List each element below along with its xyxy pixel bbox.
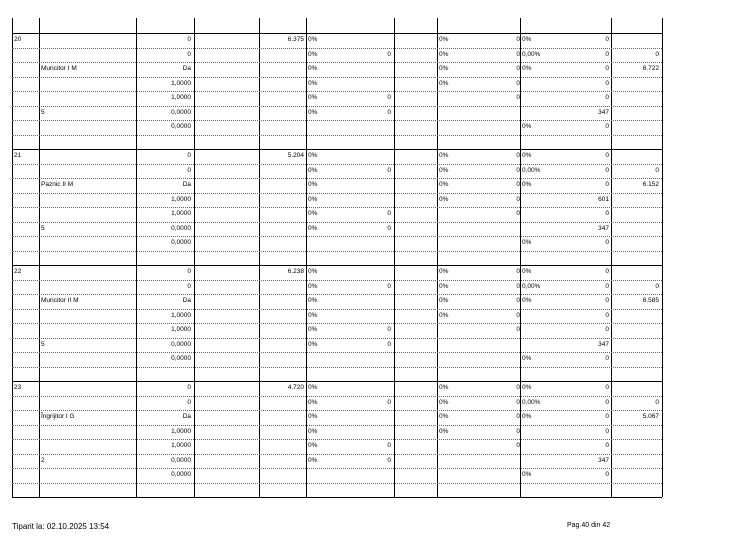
percent-value: 0%: [522, 239, 532, 246]
amount-value: 0: [516, 196, 520, 203]
percent-value: 0%: [308, 457, 318, 464]
amount-value: 0: [605, 239, 609, 246]
coefficient-value: 0,0000: [171, 457, 191, 464]
amount-value: 0: [605, 65, 609, 72]
percent-value: 0%: [439, 181, 449, 188]
percent-value: 0%: [522, 355, 532, 362]
job-title: Paznic II M: [41, 181, 74, 188]
total-value: 0: [655, 51, 659, 58]
percent-value: 0%: [308, 428, 318, 435]
coefficient-value: 1,0000: [171, 312, 191, 319]
amount-value: 347: [598, 225, 609, 232]
total-value: 6.585: [642, 297, 659, 304]
coefficient-value: 0,0000: [171, 239, 191, 246]
total-value: 0: [655, 399, 659, 406]
coefficient-value: 0,0000: [171, 123, 191, 130]
amount-value: 0: [516, 283, 520, 290]
row-rule: [12, 106, 662, 107]
seniority-grade: 5: [41, 109, 45, 116]
amount-value: 0: [605, 326, 609, 333]
percent-value: 0,00%: [522, 167, 541, 174]
coefficient-value: Da: [182, 65, 191, 72]
amount-value: 0: [516, 80, 520, 87]
coefficient-value: 0: [187, 399, 191, 406]
coefficient-value: 0: [187, 167, 191, 174]
amount-value: 0: [387, 109, 391, 116]
percent-value: 0%: [439, 428, 449, 435]
percent-value: 0%: [522, 268, 532, 275]
percent-value: 0%: [308, 196, 318, 203]
percent-value: 0%: [308, 268, 318, 275]
percent-value: 0%: [439, 399, 449, 406]
row-rule: [12, 120, 662, 121]
amount-value: 0: [605, 297, 609, 304]
percent-value: 0%: [522, 471, 532, 478]
percent-value: 0%: [308, 109, 318, 116]
amount-value: 0: [387, 225, 391, 232]
amount-value: 0: [605, 167, 609, 174]
block-rule: [12, 497, 662, 498]
base-salary: 6.238: [287, 268, 304, 275]
percent-value: 0%: [308, 312, 318, 319]
amount-value: 0: [516, 51, 520, 58]
percent-value: 0,00%: [522, 399, 541, 406]
coefficient-value: 0: [187, 51, 191, 58]
percent-value: 0%: [308, 65, 318, 72]
row-rule: [12, 48, 662, 49]
coefficient-value: 0: [187, 283, 191, 290]
page-number: Pag.40 din 42: [567, 522, 611, 529]
row-rule: [12, 294, 662, 295]
row-rule: [12, 193, 662, 194]
percent-value: 0%: [439, 80, 449, 87]
job-title: Îngrijitor I G: [41, 413, 75, 420]
amount-value: 0: [516, 268, 520, 275]
row-rule: [12, 483, 662, 484]
amount-value: 0: [516, 413, 520, 420]
seniority-grade: 2: [41, 457, 45, 464]
amount-value: 0: [605, 152, 609, 159]
block-rule: [12, 381, 662, 382]
amount-value: 0: [516, 399, 520, 406]
percent-value: 0%: [308, 283, 318, 290]
percent-value: 0%: [308, 36, 318, 43]
coefficient-value: Da: [182, 413, 191, 420]
row-rule: [12, 251, 662, 252]
coefficient-value: 0: [187, 36, 191, 43]
coefficient-value: 1,0000: [171, 442, 191, 449]
job-title: Muncitor I M: [41, 65, 77, 72]
amount-value: 347: [598, 457, 609, 464]
percent-value: 0%: [308, 152, 318, 159]
coefficient-value: 1,0000: [171, 210, 191, 217]
row-rule: [12, 91, 662, 92]
amount-value: 0: [387, 457, 391, 464]
amount-value: 0: [516, 152, 520, 159]
total-value: 5.067: [642, 413, 659, 420]
percent-value: 0%: [522, 297, 532, 304]
amount-value: 0: [605, 428, 609, 435]
percent-value: 0%: [439, 297, 449, 304]
amount-value: 0: [516, 65, 520, 72]
total-value: 0: [655, 283, 659, 290]
amount-value: 0: [605, 355, 609, 362]
percent-value: 0%: [439, 65, 449, 72]
amount-value: 0: [387, 399, 391, 406]
base-salary: 6.375: [287, 36, 304, 43]
row-rule: [12, 62, 662, 63]
percent-value: 0%: [522, 36, 532, 43]
percent-value: 0%: [439, 152, 449, 159]
amount-value: 0: [605, 384, 609, 391]
coefficient-value: 1,0000: [171, 80, 191, 87]
amount-value: 0: [605, 312, 609, 319]
percent-value: 0%: [308, 225, 318, 232]
percent-value: 0%: [308, 210, 318, 217]
row-rule: [12, 454, 662, 455]
column-rule: [662, 18, 663, 497]
amount-value: 0: [387, 341, 391, 348]
coefficient-value: 0,0000: [171, 471, 191, 478]
base-salary: 5.204: [287, 152, 304, 159]
row-number: 22: [14, 268, 22, 275]
amount-value: 0: [605, 413, 609, 420]
coefficient-value: 0,0000: [171, 341, 191, 348]
coefficient-value: 1,0000: [171, 94, 191, 101]
amount-value: 0: [605, 181, 609, 188]
percent-value: 0%: [522, 123, 532, 130]
amount-value: 0: [516, 297, 520, 304]
row-number: 23: [14, 384, 22, 391]
amount-value: 0: [516, 312, 520, 319]
job-title: Muncitor II M: [41, 297, 79, 304]
percent-value: 0%: [439, 268, 449, 275]
percent-value: 0%: [439, 413, 449, 420]
percent-value: 0%: [308, 181, 318, 188]
amount-value: 0: [387, 167, 391, 174]
print-timestamp: Tiparit la: 02.10.2025 13:54: [12, 522, 110, 531]
amount-value: 0: [516, 167, 520, 174]
amount-value: 0: [387, 210, 391, 217]
amount-value: 0: [387, 326, 391, 333]
amount-value: 347: [598, 109, 609, 116]
percent-value: 0%: [308, 297, 318, 304]
amount-value: 0: [605, 80, 609, 87]
amount-value: 0: [387, 51, 391, 58]
total-value: 6.152: [642, 181, 659, 188]
row-rule: [12, 425, 662, 426]
percent-value: 0%: [308, 399, 318, 406]
row-number: 20: [14, 36, 22, 43]
coefficient-value: 1,0000: [171, 428, 191, 435]
row-rule: [12, 222, 662, 223]
amount-value: 0: [387, 94, 391, 101]
row-rule: [12, 135, 662, 136]
total-value: 6.722: [642, 65, 659, 72]
amount-value: 0: [605, 442, 609, 449]
amount-value: 0: [516, 326, 520, 333]
row-rule: [12, 468, 662, 469]
percent-value: 0%: [308, 326, 318, 333]
percent-value: 0%: [522, 152, 532, 159]
coefficient-value: 0,0000: [171, 355, 191, 362]
amount-value: 0: [605, 36, 609, 43]
amount-value: 347: [598, 341, 609, 348]
row-rule: [12, 236, 662, 237]
percent-value: 0%: [308, 341, 318, 348]
percent-value: 0,00%: [522, 51, 541, 58]
row-rule: [12, 323, 662, 324]
row-rule: [12, 280, 662, 281]
row-rule: [12, 164, 662, 165]
amount-value: 0: [605, 51, 609, 58]
amount-value: 0: [605, 268, 609, 275]
row-rule: [12, 207, 662, 208]
percent-value: 0%: [522, 384, 532, 391]
total-value: 0: [655, 167, 659, 174]
amount-value: 0: [605, 471, 609, 478]
amount-value: 0: [516, 210, 520, 217]
percent-value: 0,00%: [522, 283, 541, 290]
coefficient-value: 0: [187, 384, 191, 391]
percent-value: 0%: [308, 413, 318, 420]
percent-value: 0%: [439, 36, 449, 43]
amount-value: 0: [516, 36, 520, 43]
row-rule: [12, 178, 662, 179]
amount-value: 0: [516, 384, 520, 391]
amount-value: 0: [605, 283, 609, 290]
percent-value: 0%: [439, 51, 449, 58]
amount-value: 0: [516, 181, 520, 188]
percent-value: 0%: [439, 384, 449, 391]
seniority-grade: 5: [41, 225, 45, 232]
base-salary: 4.720: [287, 384, 304, 391]
row-rule: [12, 338, 662, 339]
percent-value: 0%: [522, 181, 532, 188]
coefficient-value: 0: [187, 268, 191, 275]
percent-value: 0%: [308, 167, 318, 174]
amount-value: 0: [605, 123, 609, 130]
block-rule: [12, 149, 662, 150]
percent-value: 0%: [439, 196, 449, 203]
amount-value: 0: [516, 442, 520, 449]
amount-value: 0: [605, 94, 609, 101]
percent-value: 0%: [308, 51, 318, 58]
row-rule: [12, 352, 662, 353]
row-rule: [12, 396, 662, 397]
percent-value: 0%: [308, 80, 318, 87]
amount-value: 0: [516, 94, 520, 101]
amount-value: 0: [387, 442, 391, 449]
percent-value: 0%: [522, 65, 532, 72]
percent-value: 0%: [439, 312, 449, 319]
row-rule: [12, 77, 662, 78]
coefficient-value: 1,0000: [171, 196, 191, 203]
amount-value: 0: [605, 210, 609, 217]
block-rule: [12, 33, 662, 34]
block-rule: [12, 265, 662, 266]
percent-value: 0%: [308, 384, 318, 391]
percent-value: 0%: [308, 94, 318, 101]
percent-value: 0%: [439, 167, 449, 174]
coefficient-value: 1,0000: [171, 326, 191, 333]
row-rule: [12, 439, 662, 440]
row-rule: [12, 309, 662, 310]
percent-value: 0%: [439, 283, 449, 290]
amount-value: 0: [605, 399, 609, 406]
row-number: 21: [14, 152, 22, 159]
coefficient-value: 0: [187, 152, 191, 159]
coefficient-value: 0,0000: [171, 225, 191, 232]
seniority-grade: 5: [41, 341, 45, 348]
row-rule: [12, 367, 662, 368]
amount-value: 601: [598, 196, 609, 203]
amount-value: 0: [387, 283, 391, 290]
row-rule: [12, 410, 662, 411]
amount-value: 0: [516, 428, 520, 435]
coefficient-value: Da: [182, 181, 191, 188]
percent-value: 0%: [308, 442, 318, 449]
percent-value: 0%: [522, 413, 532, 420]
coefficient-value: 0,0000: [171, 109, 191, 116]
coefficient-value: Da: [182, 297, 191, 304]
